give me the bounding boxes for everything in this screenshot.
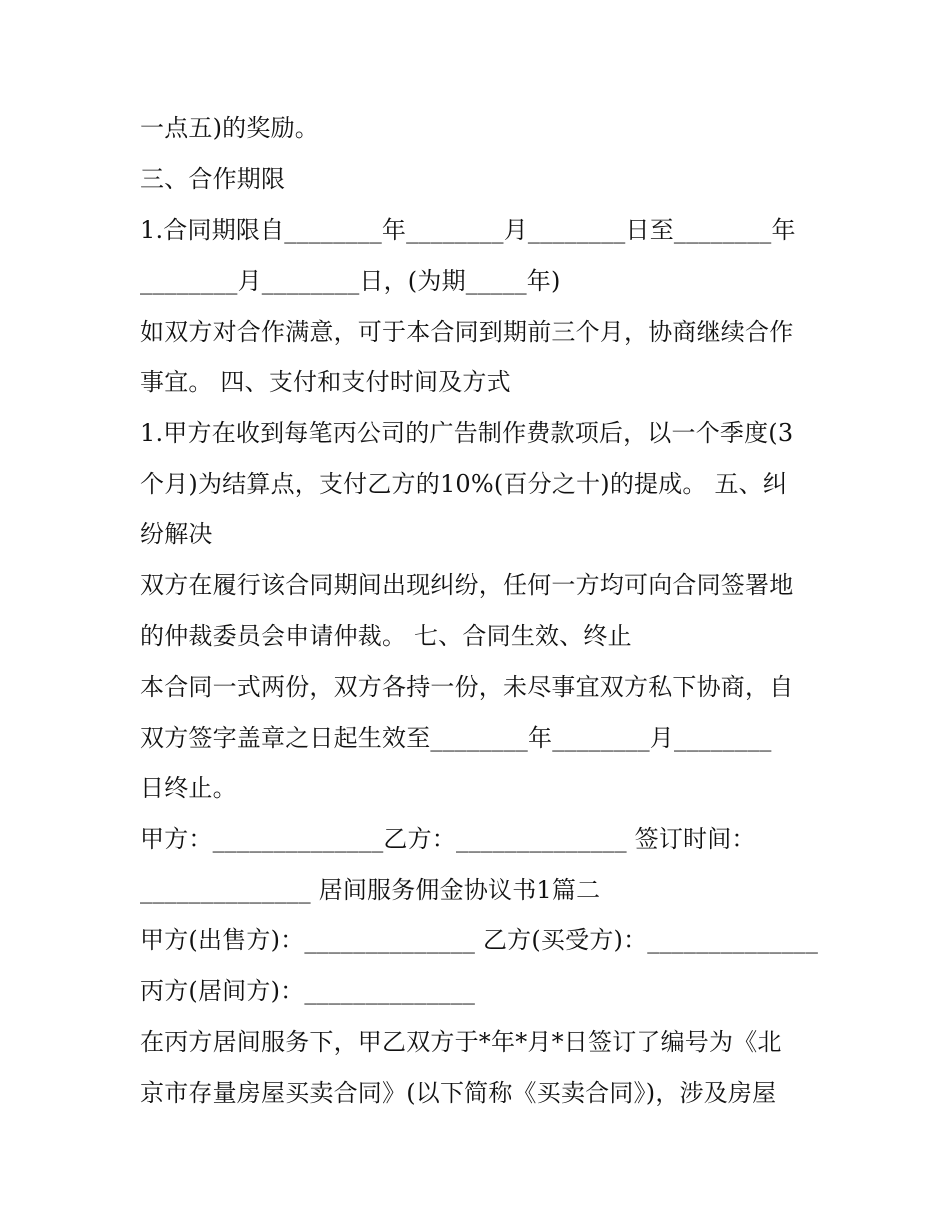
text-line: 纷解决 — [140, 520, 213, 548]
text-line: 个月)为结算点，支付乙方的10%(百分之十)的提成。 五、纠 — [140, 470, 788, 498]
text-line: 如双方对合作满意，可于本合同到期前三个月，协商继续合作 — [140, 318, 794, 346]
text-line: 在丙方居间服务下，甲乙双方于*年*月*日签订了编号为《北 — [140, 1028, 782, 1056]
text-line: 双方签字盖章之日起生效至________年________月________ — [140, 724, 772, 752]
text-line: 京市存量房屋买卖合同》(以下简称《买卖合同》)，涉及房屋 — [140, 1079, 777, 1107]
text-line: ________月________日，(为期_____年) — [140, 267, 561, 295]
section-heading: 三、合作期限 — [140, 165, 286, 193]
party-line: 甲方(出售方)：______________ 乙方(买受方)：______________ — [140, 926, 819, 954]
text-line: 本合同一式两份，双方各持一份，未尽事宜双方私下协商，自 — [140, 673, 794, 701]
text-line: 事宜。 四、支付和支付时间及方式 — [140, 368, 511, 396]
text-line: ______________ 居间服务佣金协议书1篇二 — [140, 876, 601, 904]
text-line: 的仲裁委员会申请仲裁。 七、合同生效、终止 — [140, 622, 632, 650]
text-line: 1.甲方在收到每笔丙公司的广告制作费款项后，以一个季度(3 — [140, 419, 794, 447]
signature-line: 甲方：______________乙方：______________ 签订时间： — [140, 825, 756, 853]
party-line: 丙方(居间方)：______________ — [140, 977, 476, 1005]
text-line: 双方在履行该合同期间出现纠纷，任何一方均可向合同签署地 — [140, 571, 794, 599]
text-line: 一点五)的奖励。 — [140, 114, 319, 142]
text-line: 日终止。 — [140, 774, 237, 802]
text-line: 1.合同期限自________年________月________日至________年 — [140, 216, 796, 244]
